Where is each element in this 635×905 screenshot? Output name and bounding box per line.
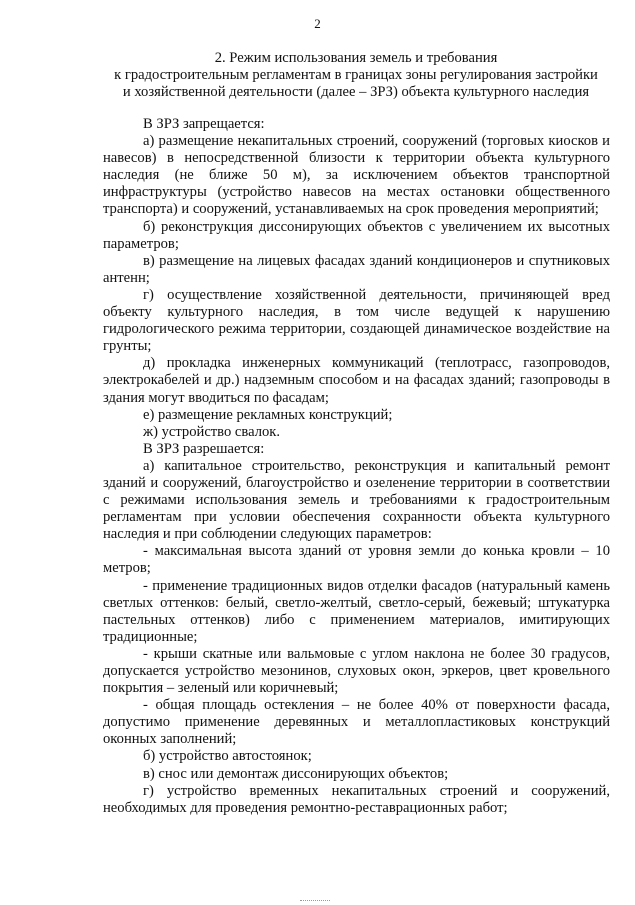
- scan-artifact: [300, 900, 330, 905]
- paragraph: В ЗРЗ разрешается:: [143, 440, 265, 457]
- paragraph: г) устройство временных некапитальных строений и сооружений, необходимых для проведения ремонтно-реставрационных работ;: [103, 782, 610, 816]
- paragraph: б) устройство автостоянок;: [143, 748, 312, 765]
- paragraph: е) размещение рекламных конструкций;: [143, 406, 393, 423]
- document-body: [103, 116, 610, 817]
- paragraph: - применение традиционных видов отделки фасадов (натуральный камень светлых оттенков: белый, светло-желтый, светло-серый, бежевый; штукатурка пастельных оттенков) либо с применением материалов, имитирующих традиционные;: [103, 577, 610, 645]
- paragraph: ж) устройство свалок.: [143, 423, 281, 440]
- paragraph: г) осуществление хозяйственной деятельности, причиняющей вред объекту культурного наследия, в том числе ведущей к нарушению гидрологического режима территории, создающей динамическое воздействие на грунты;: [103, 286, 610, 355]
- paragraph: - крыши скатные или вальмовые с углом наклона не более 30 градусов, допускается устройство мезонинов, слуховых окон, эркеров, цвет кровельного покрытия – зеленый или коричневый;: [103, 645, 610, 697]
- paragraph: б) реконструкция диссонирующих объектов с увеличением их высотных параметров;: [103, 218, 610, 252]
- paragraph: В ЗРЗ запрещается:: [143, 116, 265, 132]
- paragraph: д) прокладка инженерных коммуникаций (теплотрасс, газопроводов, электрокабелей и др.) надземным способом и на фасадах зданий; газопроводы в здания могут вводиться по фасадам;: [103, 355, 610, 406]
- paragraph: а) размещение некапитальных строений, сооружений (торговых киосков и навесов) в непосредственной близости к территории объекта культурного наследия (не ближе 50 м), за исключением объектов транспортной инфраструктуры (устройство навесов на местах остановки общественного транспорта) и сооружений, устанавливаемых на срок проведения мероприятий;: [103, 133, 610, 218]
- paragraph: в) снос или демонтаж диссонирующих объектов;: [143, 765, 449, 782]
- heading-line: к градостроительным регламентам в границах зоны регулирования застройки: [114, 67, 598, 83]
- heading-line: и хозяйственной деятельности (далее – ЗРЗ) объекта культурного наследия: [122, 84, 590, 100]
- paragraph: - максимальная высота зданий от уровня земли до конька кровли – 10 метров;: [103, 543, 610, 577]
- page-number: 2: [314, 16, 321, 31]
- paragraph: а) капитальное строительство, реконструкция и капитальный ремонт зданий и сооружений, благоустройство и озеленение территории в соответствии с режимами использования земель и требованиями к градостроительным регламентам при условии обеспечения сохранности объекта культурного наследия и при соблюдении следующих параметров:: [103, 457, 610, 543]
- section-heading: [100, 50, 612, 101]
- paragraph: в) размещение на лицевых фасадах зданий кондиционеров и спутниковых антенн;: [103, 252, 610, 286]
- heading-line: 2. Режим использования земель и требования: [214, 50, 498, 66]
- paragraph: - общая площадь остекления – не более 40% от поверхности фасада, допустимо применение деревянных и металлопластиковых конструкций оконных заполнений;: [103, 697, 610, 748]
